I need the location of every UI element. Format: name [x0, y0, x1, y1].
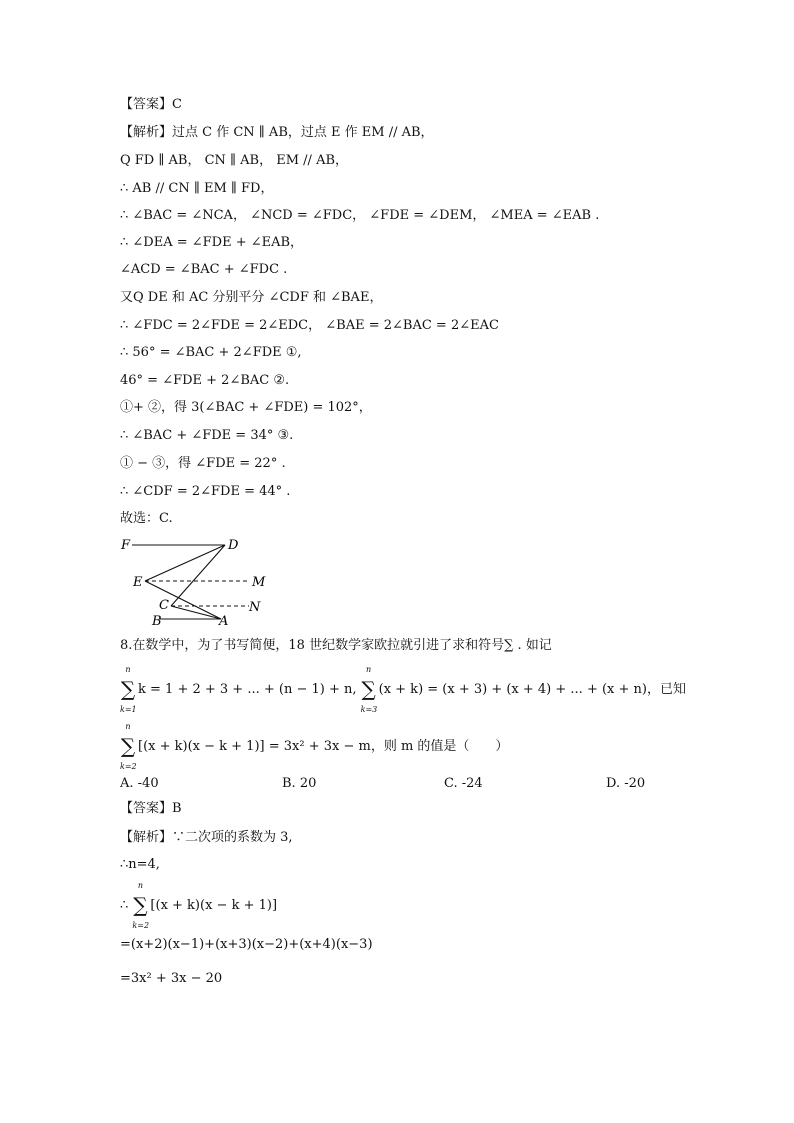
label-e: E — [133, 575, 143, 590]
q7-line-10: 46° = ∠FDE + 2∠BAC ②. — [120, 373, 290, 388]
sigma-1: n ∑ k=1 — [120, 665, 137, 714]
label-a: A — [219, 614, 229, 627]
q7-line-9: ∴ 56° = ∠BAC + 2∠FDE ①, — [120, 345, 302, 360]
geometry-figure — [115, 533, 275, 627]
label-n: N — [249, 600, 261, 615]
line-dc — [171, 545, 225, 606]
q8-sum-line-2 — [120, 722, 509, 771]
sum-3-expr: [(x + k)(x − k + 1)] = 3x² + 3x − m — [138, 739, 371, 754]
sigma-3: n ∑ k=2 — [120, 722, 137, 771]
option-a: A. -40 — [120, 776, 159, 791]
q7-line-2: Q FD ∥ AB， CN ∥ AB， EM // AB， — [120, 153, 349, 168]
sigma-2: n ∑ k=3 — [360, 665, 378, 714]
q7-line-3: ∴ AB // CN ∥ EM ∥ FD， — [120, 181, 274, 196]
sigma-4: n ∑ k=2 — [132, 881, 150, 930]
q8-exp-4: =(x+2)(x−1)+(x+3)(x−2)+(x+4)(x−3) — [120, 937, 373, 952]
option-d: D. -20 — [606, 776, 646, 791]
q8-answer: 【答案】B — [120, 801, 182, 816]
label-c: C — [159, 598, 169, 613]
q7-line-15: 故选：C. — [120, 511, 173, 526]
q7-line-12: ∴ ∠BAC + ∠FDE = 34° ③. — [120, 428, 294, 443]
option-c: C. -24 — [444, 776, 483, 791]
q7-line-11: ①+ ②，得 3(∠BAC + ∠FDE) = 102°， — [120, 400, 372, 415]
sum-1-expr: k = 1 + 2 + 3 + ... + (n − 1) + n, — [138, 682, 357, 697]
q7-line-6: ∠ACD = ∠BAC + ∠FDC . — [120, 262, 288, 277]
q8-stem: 8.在数学中，为了书写简便，18 世纪数学家欧拉就引进了求和符号∑ . 如记 — [120, 638, 552, 653]
q8-exp-2: ∴n=4, — [120, 857, 160, 872]
q7-answer: 【答案】C — [120, 97, 182, 112]
q7-line-7: 又Q DE 和 AC 分别平分 ∠CDF 和 ∠BAE， — [120, 290, 383, 305]
label-b: B — [152, 614, 162, 627]
q7-line-4: ∴ ∠BAC = ∠NCA， ∠NCD = ∠FDC， ∠FDE = ∠DEM， ∠MEA = ∠EAB . — [120, 208, 600, 223]
label-d: D — [228, 538, 239, 553]
option-b: B. 20 — [282, 776, 317, 791]
line-ed — [145, 545, 225, 581]
q8-exp-1: 【解析】∵二次项的系数为 3, — [120, 830, 293, 845]
q7-line-1: 【解析】过点 C 作 CN ∥ AB，过点 E 作 EM // AB， — [120, 125, 434, 140]
sum-2-expr: (x + k) = (x + 3) + (x + 4) + ... + (x + n) — [378, 682, 647, 697]
line-ca — [171, 606, 221, 619]
q8-sum-line-1 — [120, 665, 686, 714]
q8-exp-5: =3x² + 3x − 20 — [120, 971, 223, 986]
question-ask: ，则 m 的值是（ ） — [370, 739, 509, 754]
q7-line-14: ∴ ∠CDF = 2∠FDE = 44° . — [120, 484, 291, 499]
known-text: ，已知 — [646, 682, 686, 697]
q7-line-13: ① − ③，得 ∠FDE = 22° . — [120, 456, 286, 471]
label-m: M — [252, 575, 266, 590]
q7-line-8: ∴ ∠FDC = 2∠FDE = 2∠EDC， ∠BAE = 2∠BAC = 2∠EAC — [120, 318, 499, 333]
therefore-symbol: ∴ — [120, 898, 129, 913]
q7-line-5: ∴ ∠DEA = ∠FDE + ∠EAB， — [120, 235, 304, 250]
label-f: F — [121, 538, 131, 553]
sum-4-expr: [(x + k)(x − k + 1)] — [150, 898, 278, 913]
q8-exp-sum — [120, 881, 278, 930]
